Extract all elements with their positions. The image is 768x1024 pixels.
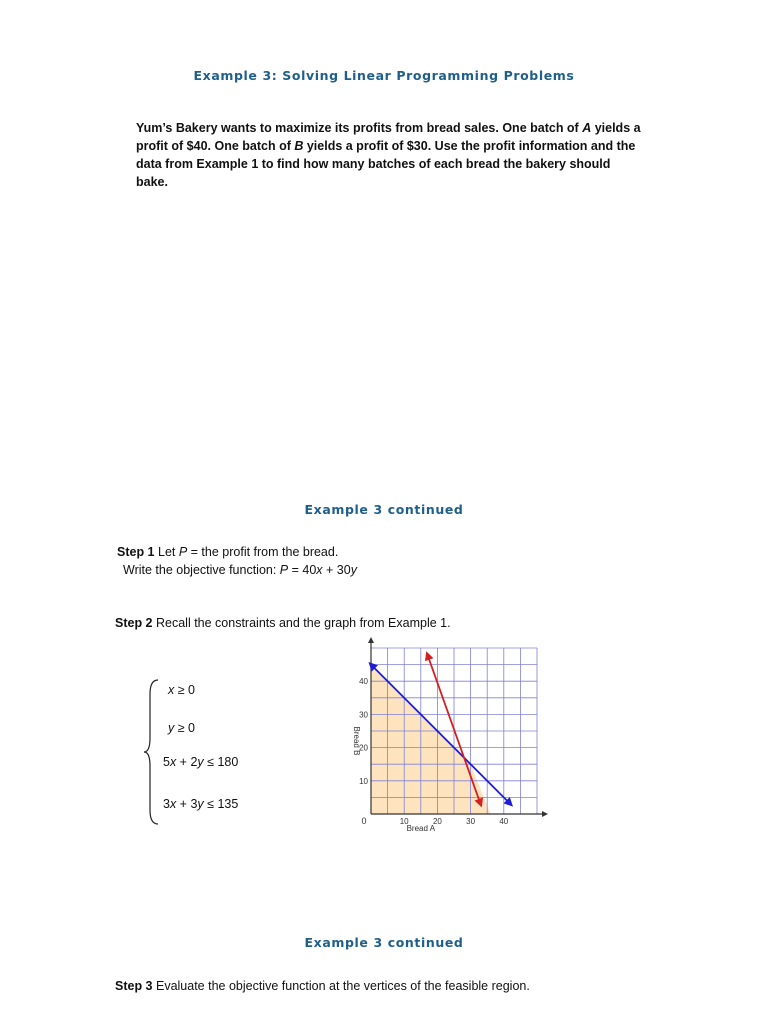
coefficient: 5 bbox=[163, 755, 170, 769]
step-1-line bbox=[117, 543, 338, 561]
step-2-line bbox=[115, 614, 451, 632]
variable-y: y bbox=[168, 721, 175, 735]
constraint-text: + 2 bbox=[176, 755, 198, 769]
problem-text: yields a profit of $30. Use the profit information and the bbox=[303, 139, 636, 153]
problem-text: profit of $40. One batch of bbox=[136, 139, 295, 153]
problem-line-4: bake. bbox=[136, 175, 168, 189]
continued-heading-1: Example 3 continued bbox=[304, 502, 464, 517]
y-tick-label: 10 bbox=[359, 776, 368, 786]
constraint-text: ≤ 180 bbox=[203, 755, 239, 769]
variable-a: A bbox=[582, 121, 592, 135]
constraint-text: + 3 bbox=[176, 797, 198, 811]
example-3-title: Example 3: Solving Linear Programming Problems bbox=[193, 68, 575, 83]
step-1-label: Step 1 bbox=[117, 545, 155, 559]
variable-x: x bbox=[316, 563, 323, 577]
feasible-region bbox=[371, 665, 491, 814]
objective-text: + 30 bbox=[322, 563, 351, 577]
variable-x: x bbox=[169, 797, 177, 811]
variable-y: y bbox=[350, 563, 357, 577]
variable-y: y bbox=[197, 797, 204, 811]
step-3-label: Step 3 bbox=[115, 979, 153, 993]
continued-heading-2: Example 3 continued bbox=[304, 935, 464, 950]
y-axis-label: Bread B bbox=[352, 726, 361, 756]
step-text: = the profit from the bread. bbox=[187, 545, 339, 559]
step-3-line bbox=[115, 977, 530, 995]
variable-b: B bbox=[294, 139, 304, 153]
constraint-5x-2y bbox=[163, 755, 238, 769]
x-tick-label: 20 bbox=[432, 817, 442, 826]
problem-text: Yum’s Bakery wants to maximize its profits from bread sales. One batch of bbox=[136, 121, 583, 135]
constraint-text: ≥ 0 bbox=[174, 721, 196, 735]
variable-p: P bbox=[279, 563, 289, 577]
constraint-y-nonneg bbox=[168, 721, 195, 735]
y-tick-label: 40 bbox=[359, 677, 368, 687]
feasible-region-graph bbox=[330, 636, 560, 846]
constraint-text: ≤ 135 bbox=[203, 797, 239, 811]
step-2-label: Step 2 bbox=[115, 616, 153, 630]
x-tick-label: 30 bbox=[466, 817, 476, 826]
problem-line-1 bbox=[136, 119, 656, 137]
y-tick-label: 30 bbox=[359, 710, 368, 720]
origin-label: 0 bbox=[361, 816, 367, 826]
constraint-3x-3y bbox=[163, 797, 238, 811]
y-tick-label: 20 bbox=[359, 743, 368, 753]
x-axis-label: Bread A bbox=[406, 824, 436, 833]
step-text: Recall the constraints and the graph from Example 1. bbox=[152, 616, 451, 630]
constraint-x-nonneg bbox=[168, 683, 195, 697]
problem-statement bbox=[136, 119, 656, 191]
problem-text: yields a bbox=[591, 121, 641, 135]
x-tick-label: 40 bbox=[499, 817, 509, 826]
coefficient: 3 bbox=[163, 797, 170, 811]
variable-p: P bbox=[178, 545, 188, 559]
objective-function-line bbox=[123, 561, 357, 579]
step-text: Let bbox=[154, 545, 179, 559]
variable-x: x bbox=[169, 755, 177, 769]
objective-text: = 40 bbox=[288, 563, 317, 577]
x-tick-label: 10 bbox=[399, 817, 409, 826]
constraint-text: ≥ 0 bbox=[174, 683, 196, 697]
step-text: Evaluate the objective function at the vertices of the feasible region. bbox=[152, 979, 530, 993]
objective-text: Write the objective function: bbox=[123, 563, 280, 577]
problem-line-2 bbox=[136, 137, 656, 155]
variable-y: y bbox=[197, 755, 204, 769]
problem-line-3: data from Example 1 to find how many batches of each bread the bakery should bbox=[136, 157, 611, 171]
variable-x: x bbox=[168, 683, 175, 697]
